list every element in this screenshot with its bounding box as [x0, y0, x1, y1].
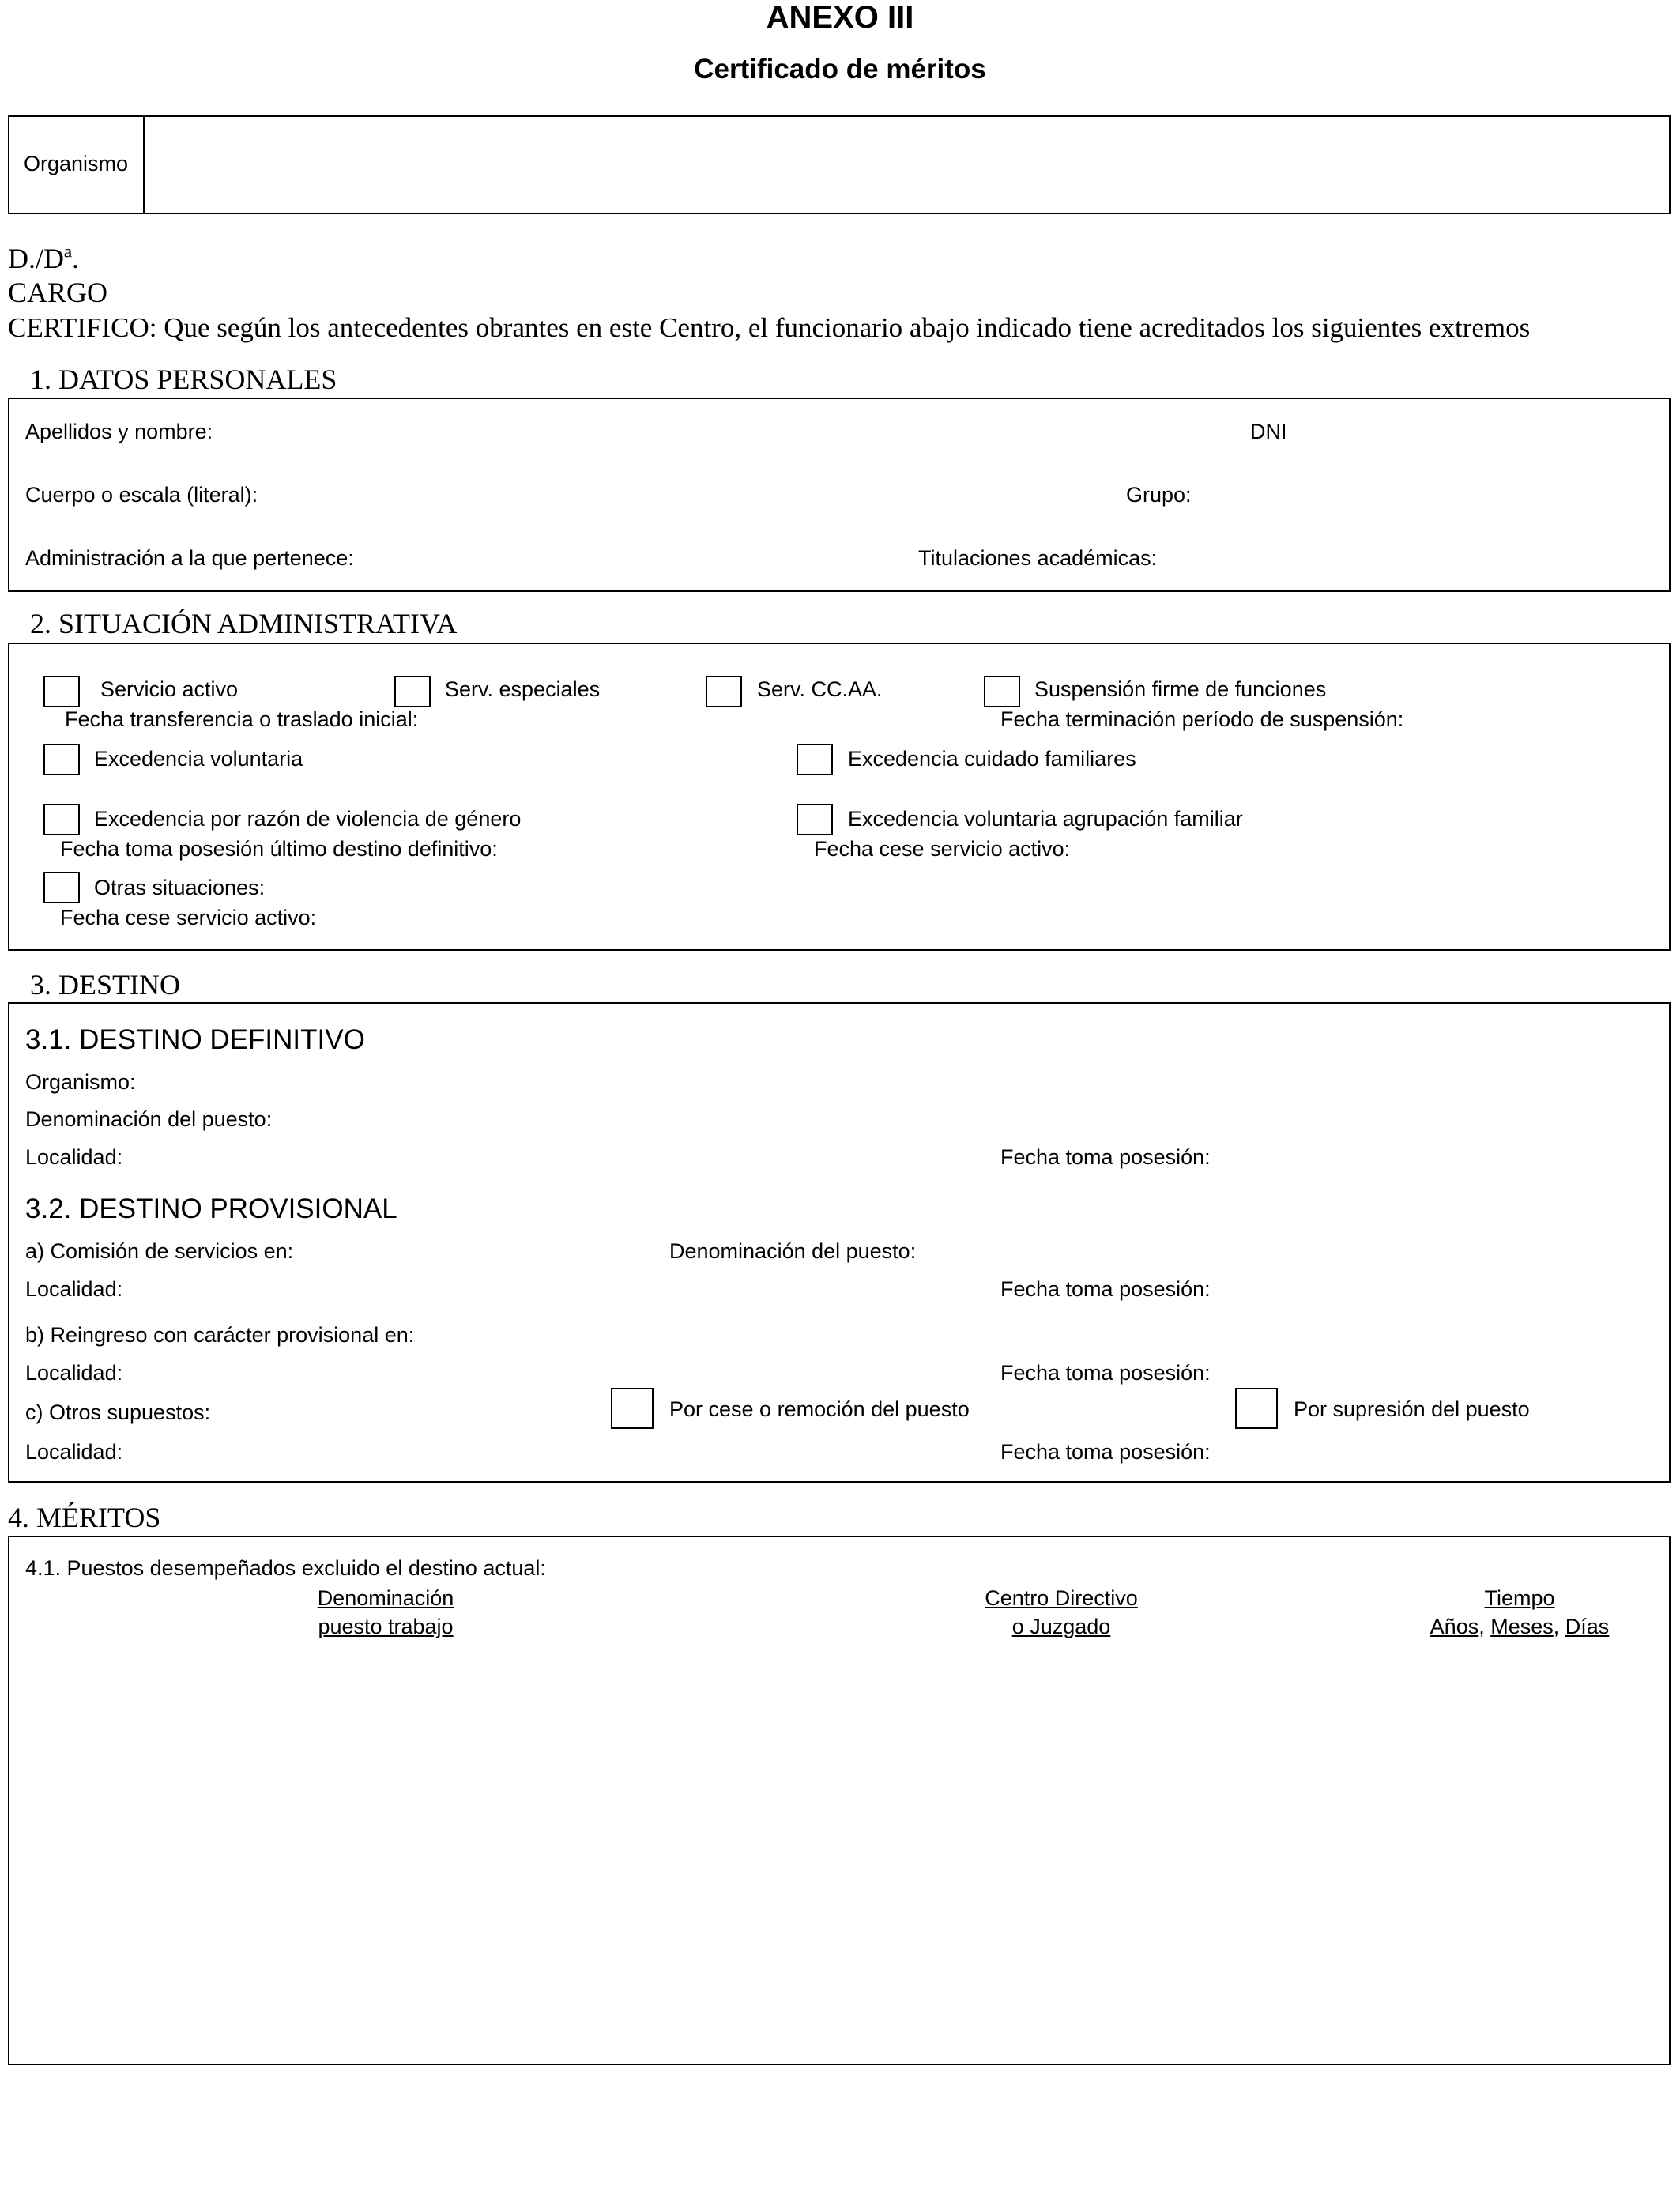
- section-heading-meritos: 4. MÉRITOS: [8, 1502, 161, 1533]
- servicio-activo-label: Servicio activo: [100, 677, 239, 701]
- col-denominacion-line2: puesto trabajo: [318, 1615, 454, 1638]
- col-tiempo-meses: Meses: [1490, 1615, 1554, 1638]
- serv-ccaa-label: Serv. CC.AA.: [757, 677, 883, 701]
- dni-label: DNI: [1250, 420, 1287, 443]
- fecha-toma-label-2: Fecha toma posesión:: [1000, 1277, 1211, 1301]
- col-centro-line2: o Juzgado: [1011, 1615, 1111, 1638]
- meritos-box: [8, 1536, 1671, 2065]
- localidad-label-1: Localidad:: [25, 1145, 123, 1169]
- localidad-label-4: Localidad:: [25, 1440, 123, 1464]
- excedencia-violencia-label: Excedencia por razón de violencia de género: [94, 807, 522, 831]
- organismo-field[interactable]: [145, 117, 1669, 213]
- section-heading-situacion: 2. SITUACIÓN ADMINISTRATIVA: [30, 608, 458, 639]
- excedencia-cuidado-checkbox[interactable]: [797, 744, 833, 775]
- grupo-label: Grupo:: [1126, 483, 1192, 507]
- reingreso-label: b) Reingreso con carácter provisional en:: [25, 1323, 415, 1347]
- otras-situaciones-label: Otras situaciones:: [94, 876, 266, 899]
- excedencia-violencia-checkbox[interactable]: [43, 804, 80, 835]
- organismo-box: [8, 115, 1671, 214]
- situacion-box: [8, 643, 1671, 951]
- excedencia-voluntaria-label: Excedencia voluntaria: [94, 747, 303, 771]
- apellidos-label: Apellidos y nombre:: [25, 420, 213, 443]
- por-supresion-checkbox[interactable]: [1235, 1388, 1278, 1429]
- destino-box: [8, 1002, 1671, 1483]
- fecha-transferencia-label: Fecha transferencia o traslado inicial:: [65, 707, 419, 731]
- destino-organismo-label: Organismo:: [25, 1070, 136, 1094]
- serv-especiales-label: Serv. especiales: [445, 677, 601, 701]
- puestos-list-area[interactable]: [17, 1656, 1661, 2051]
- serv-ccaa-checkbox[interactable]: [706, 676, 742, 707]
- fecha-toma-ultimo-label: Fecha toma posesión último destino definitivo:: [60, 837, 498, 861]
- fecha-terminacion-label: Fecha terminación período de suspensión:: [1000, 707, 1404, 731]
- serv-especiales-checkbox[interactable]: [394, 676, 431, 707]
- excedencia-agrupacion-checkbox[interactable]: [797, 804, 833, 835]
- section-heading-destino: 3. DESTINO: [30, 969, 180, 1001]
- cuerpo-label: Cuerpo o escala (literal):: [25, 483, 258, 507]
- cargo-line: CARGO: [8, 277, 108, 308]
- destino-definitivo-title: 3.1. DESTINO DEFINITIVO: [25, 1024, 365, 1055]
- por-cese-checkbox[interactable]: [611, 1388, 654, 1429]
- col-centro-line1: Centro Directivo: [985, 1586, 1138, 1610]
- otras-situaciones-checkbox[interactable]: [43, 872, 80, 903]
- fecha-cese-label-1: Fecha cese servicio activo:: [814, 837, 1071, 861]
- certifico-line: CERTIFICO: Que según los antecedentes obrantes en este Centro, el funcionario abajo indicado tiene acreditados los siguientes extremos: [8, 312, 1531, 343]
- destino-provisional-title: 3.2. DESTINO PROVISIONAL: [25, 1193, 397, 1224]
- excedencia-voluntaria-checkbox[interactable]: [43, 744, 80, 775]
- administracion-label: Administración a la que pertenece:: [25, 546, 354, 570]
- por-supresion-label: Por supresión del puesto: [1294, 1397, 1530, 1421]
- fecha-toma-label-3: Fecha toma posesión:: [1000, 1361, 1211, 1385]
- section-heading-datos: 1. DATOS PERSONALES: [30, 364, 337, 395]
- col-tiempo-line2: Años, Meses, Días: [1430, 1615, 1610, 1638]
- fecha-toma-label-4: Fecha toma posesión:: [1000, 1440, 1211, 1464]
- fecha-toma-label-1: Fecha toma posesión:: [1000, 1145, 1211, 1169]
- page-subtitle: Certificado de méritos: [694, 54, 986, 85]
- titulaciones-label: Titulaciones académicas:: [918, 546, 1158, 570]
- suspension-checkbox[interactable]: [984, 676, 1020, 707]
- col-denominacion-line1: Denominación: [317, 1586, 454, 1610]
- localidad-label-2: Localidad:: [25, 1277, 123, 1301]
- organismo-label: Organismo: [24, 152, 129, 175]
- servicio-activo-checkbox[interactable]: [43, 676, 80, 707]
- col-tiempo-dias: Días: [1565, 1615, 1610, 1638]
- organismo-divider: [143, 117, 145, 213]
- excedencia-agrupacion-label: Excedencia voluntaria agrupación familiar: [848, 807, 1243, 831]
- col-tiempo-anos: Años: [1430, 1615, 1479, 1638]
- fecha-cese-label-2: Fecha cese servicio activo:: [60, 906, 317, 929]
- dd-line: D./Dª.: [8, 243, 79, 274]
- comision-label: a) Comisión de servicios en:: [25, 1239, 294, 1263]
- datos-personales-box: [8, 398, 1671, 592]
- denominacion-label-2: Denominación del puesto:: [669, 1239, 917, 1263]
- suspension-label: Suspensión firme de funciones: [1034, 677, 1327, 701]
- por-cese-label: Por cese o remoción del puesto: [669, 1397, 970, 1421]
- col-tiempo-line1: Tiempo: [1484, 1586, 1555, 1610]
- page-title: ANEXO III: [766, 0, 914, 35]
- localidad-label-3: Localidad:: [25, 1361, 123, 1385]
- excedencia-cuidado-label: Excedencia cuidado familiares: [848, 747, 1136, 771]
- destino-denominacion-label: Denominación del puesto:: [25, 1107, 273, 1131]
- otros-supuestos-label: c) Otros supuestos:: [25, 1400, 211, 1424]
- puestos-label: 4.1. Puestos desempeñados excluido el destino actual:: [25, 1556, 546, 1580]
